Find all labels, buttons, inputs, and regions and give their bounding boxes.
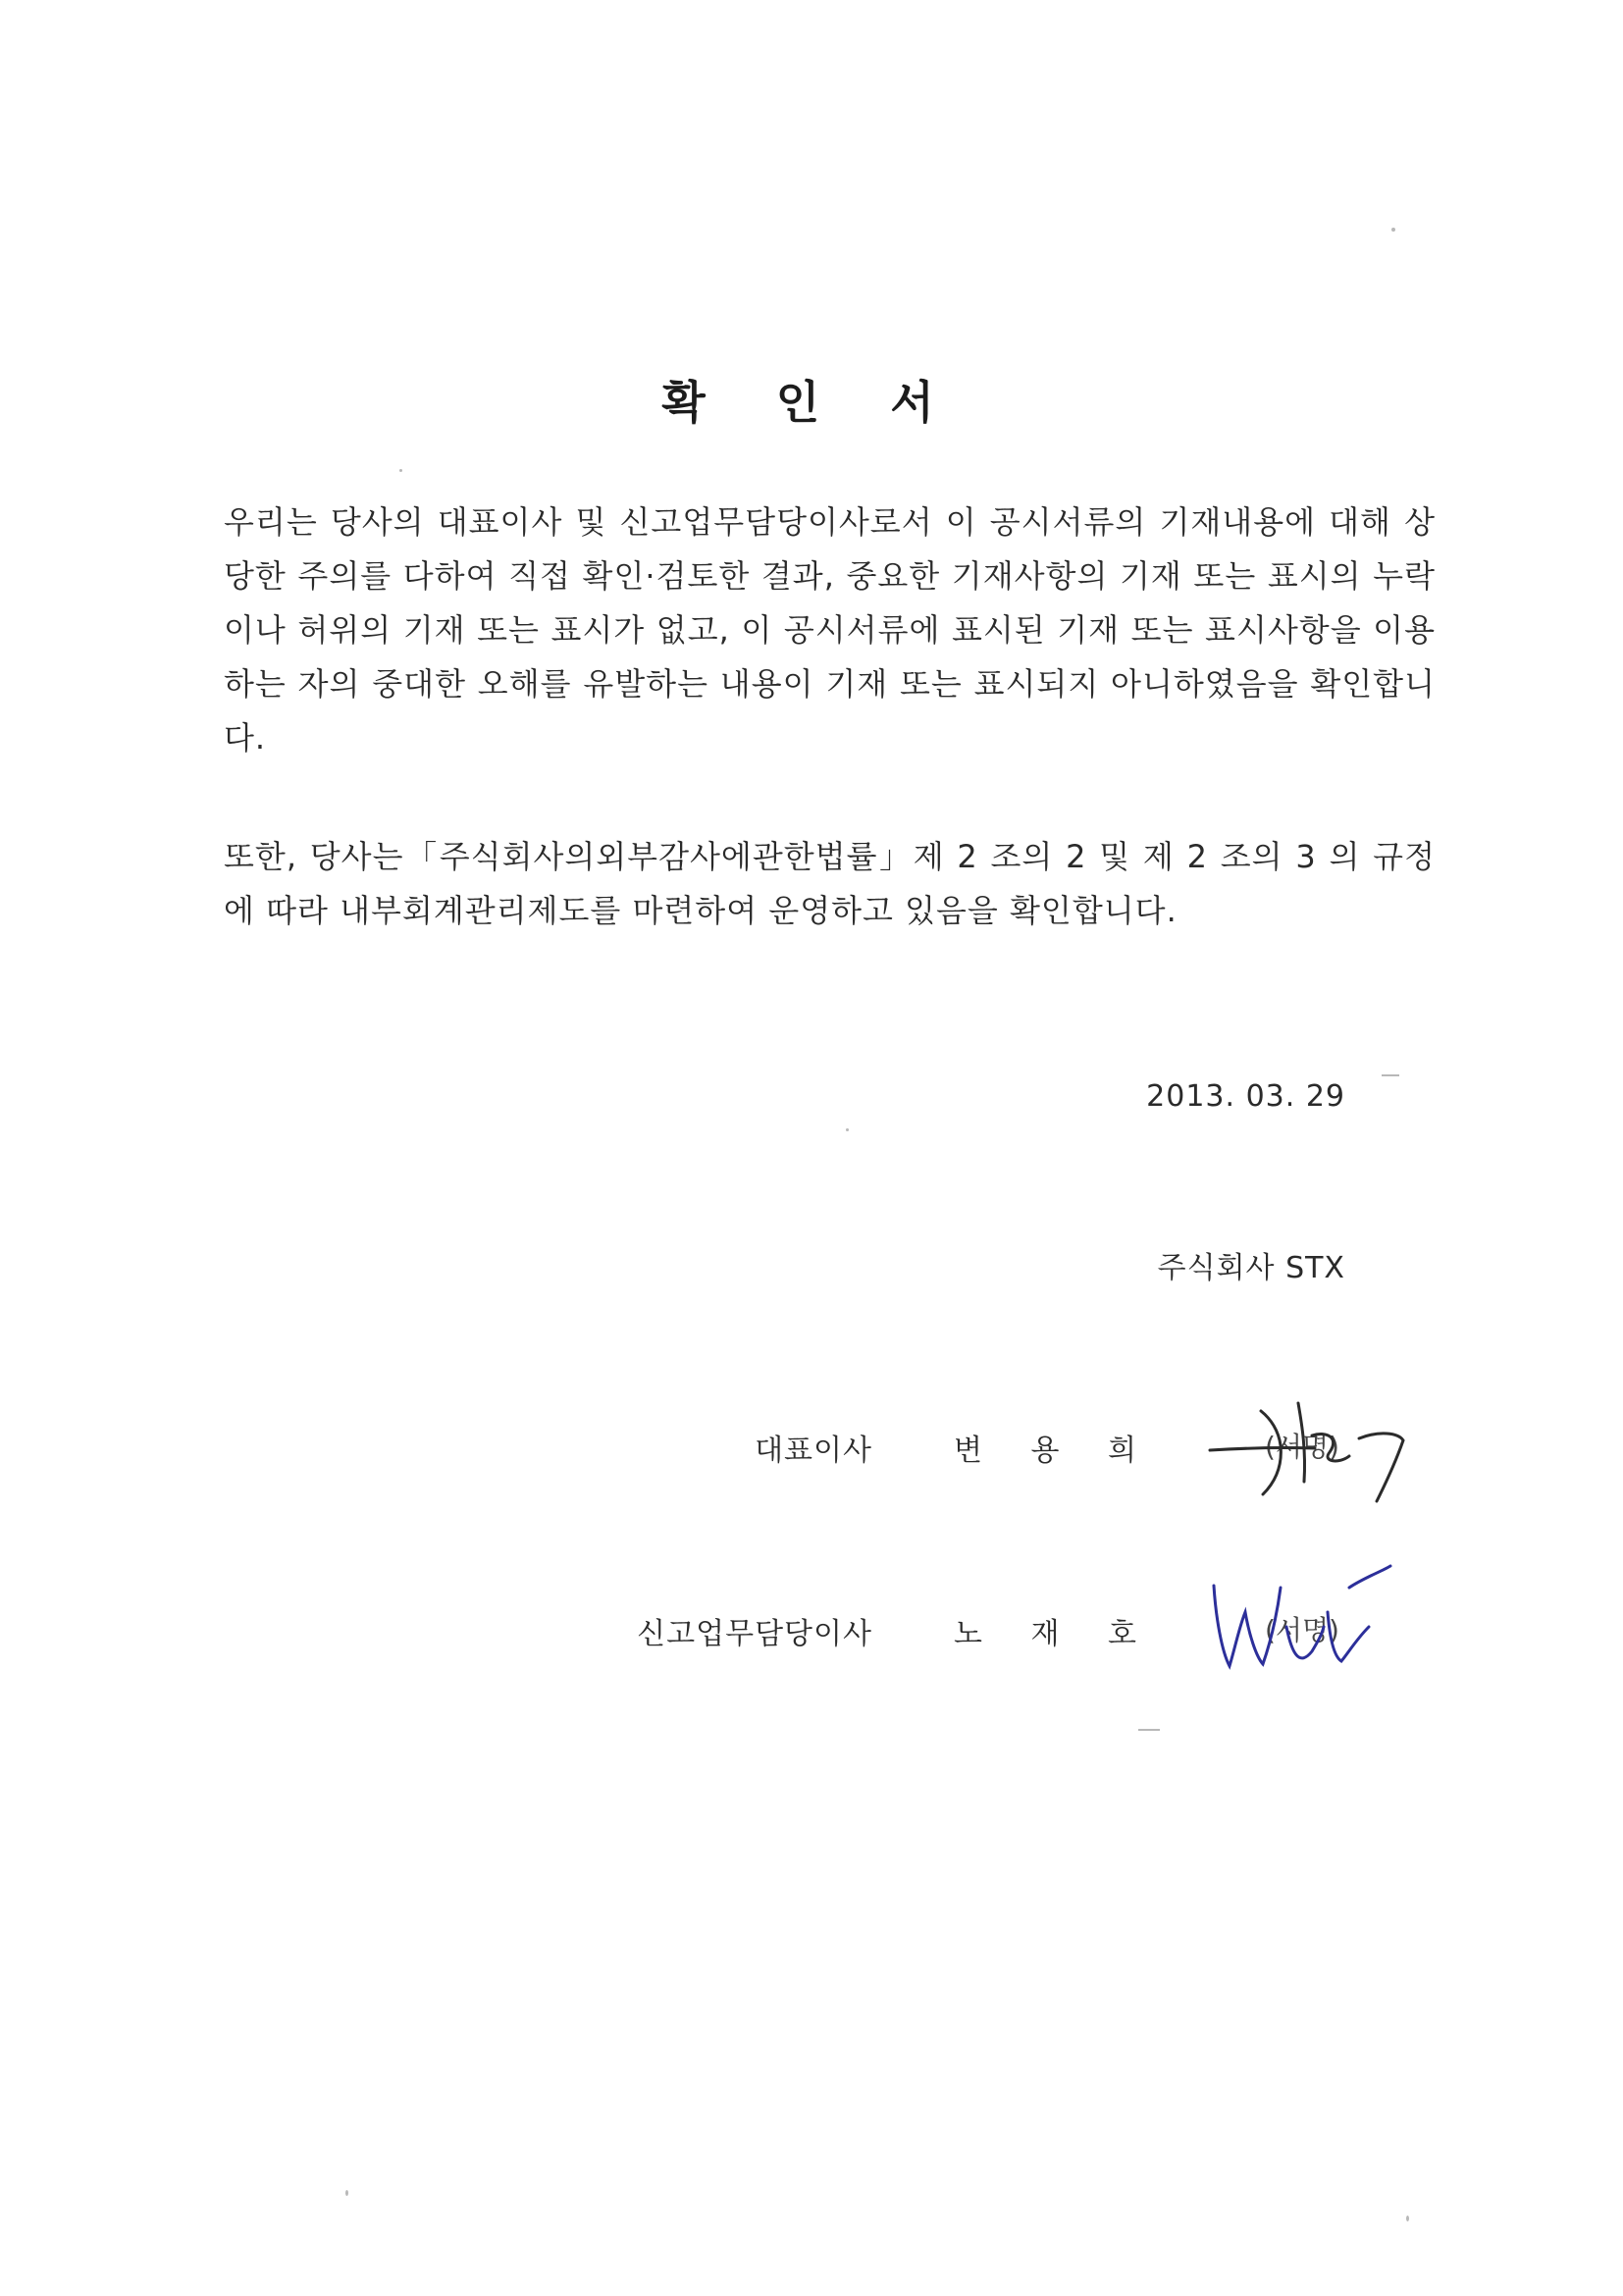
- document-title: 확 인 서: [661, 376, 962, 429]
- scan-speck: [846, 1128, 849, 1131]
- scan-speck: [1406, 2216, 1409, 2221]
- scan-speck: [1382, 1074, 1399, 1076]
- scan-speck: [1138, 1729, 1160, 1731]
- signature-placeholder: (서명): [1265, 1614, 1339, 1646]
- signature-placeholder: (서명): [1265, 1431, 1339, 1463]
- document-date: 2013. 03. 29: [1146, 1079, 1345, 1114]
- signatory-name: 변 용 희: [954, 1434, 1157, 1468]
- signatory-title: 신고업무담당이사: [637, 1617, 872, 1651]
- signatory-title: 대표이사: [755, 1434, 872, 1468]
- confirmation-paragraph: 우리는 당사의 대표이사 및 신고업무담당이사로서 이 공시서류의 기재내용에 대해 상당한 주의를 다하여 직접 확인·검토한 결과, 중요한 기재사항의 기재 또는 표시의 누락이나 허위의 기재 또는 표시가 없고, 이 공시서류에 표시된 기재 또는 표시사항을 이용하는 자의 중대한 오해를 유발하는 내용이 기재 또는 표시되지 아니하였음을 확인합니다.: [224, 503, 1436, 757]
- signatory-reporting-director: [0, 1601, 1623, 1660]
- internal-control-paragraph: 또한, 당사는「주식회사의외부감사에관한법률」제 2 조의 2 및 제 2 조의 3 의 규정에 따라 내부회계관리제도를 마련하여 운영하고 있음을 확인합니다.: [224, 838, 1436, 929]
- signature-stroke: [1349, 1566, 1390, 1588]
- scan-speck: [345, 2190, 348, 2196]
- scan-speck: [1391, 228, 1395, 232]
- signatory-ceo: [0, 1418, 1623, 1477]
- scan-speck: [399, 469, 402, 472]
- company-name: 주식회사 STX: [1157, 1251, 1345, 1285]
- signatory-name: 노 재 호: [954, 1617, 1157, 1651]
